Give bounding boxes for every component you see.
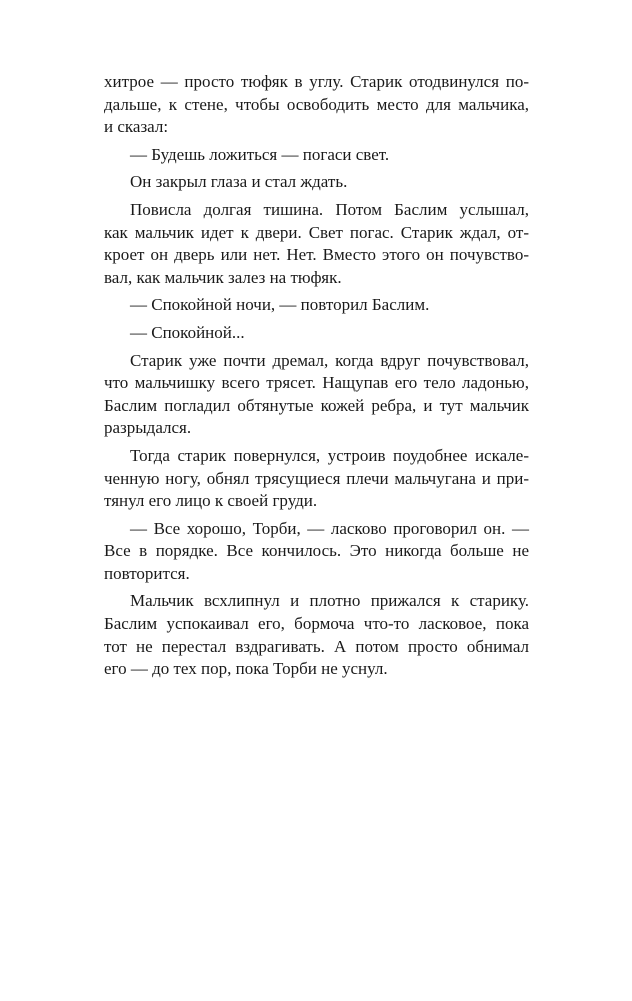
text-line: Повисла долгая тишина. Потом Баслим услышал,: [130, 199, 529, 219]
text-line: вал, как мальчик залез на тюфяк.: [104, 267, 342, 287]
text-line: кроет он дверь или нет. Нет. Вместо этого он почувство-: [104, 245, 529, 265]
text-line: Баслим погладил обтянутые кожей ребра, и тут мальчик: [104, 395, 529, 415]
text-line: его — до тех пор, пока Торби не уснул.: [104, 659, 388, 679]
text-line: — Все хорошо, Торби, — ласково проговорил он. —: [130, 518, 529, 538]
text-line: и сказал:: [104, 117, 169, 137]
text-line: — Будешь ложиться — погаси свет.: [130, 144, 390, 164]
text-line: Мальчик всхлипнул и плотно прижался к старику.: [130, 591, 529, 611]
text-line: Тогда старик повернулся, устроив поудобнее искале-: [130, 445, 529, 465]
text-line: дальше, к стене, чтобы освободить место для мальчика,: [104, 94, 529, 114]
text-line: ченную ногу, обнял трясущиеся плечи мальчугана и при-: [104, 468, 529, 488]
text-line: разрыдался.: [104, 418, 192, 438]
body-text: [104, 71, 529, 681]
text-line: Он закрыл глаза и стал ждать.: [130, 172, 348, 192]
text-line: Все в порядке. Все кончилось. Это никогда больше не: [104, 541, 529, 561]
text-line: повторится.: [104, 563, 190, 583]
text-line: как мальчик идет к двери. Свет погас. Старик ждал, от-: [104, 222, 529, 242]
text-line: — Спокойной...: [130, 322, 245, 342]
text-line: Старик уже почти дремал, когда вдруг почувствовал,: [130, 350, 529, 370]
text-line: — Спокойной ночи, — повторил Баслим.: [130, 295, 430, 315]
text-line: Баслим успокаивал его, бормоча что-то ласковое, пока: [104, 614, 529, 634]
text-line: что мальчишку всего трясет. Нащупав его тело ладонью,: [104, 373, 529, 393]
text-line: тот не перестал вздрагивать. А потом просто обнимал: [104, 636, 529, 656]
text-line: хитрое — просто тюфяк в углу. Старик отодвинулся по-: [104, 72, 529, 91]
text-line: тянул его лицо к своей груди.: [104, 491, 318, 511]
